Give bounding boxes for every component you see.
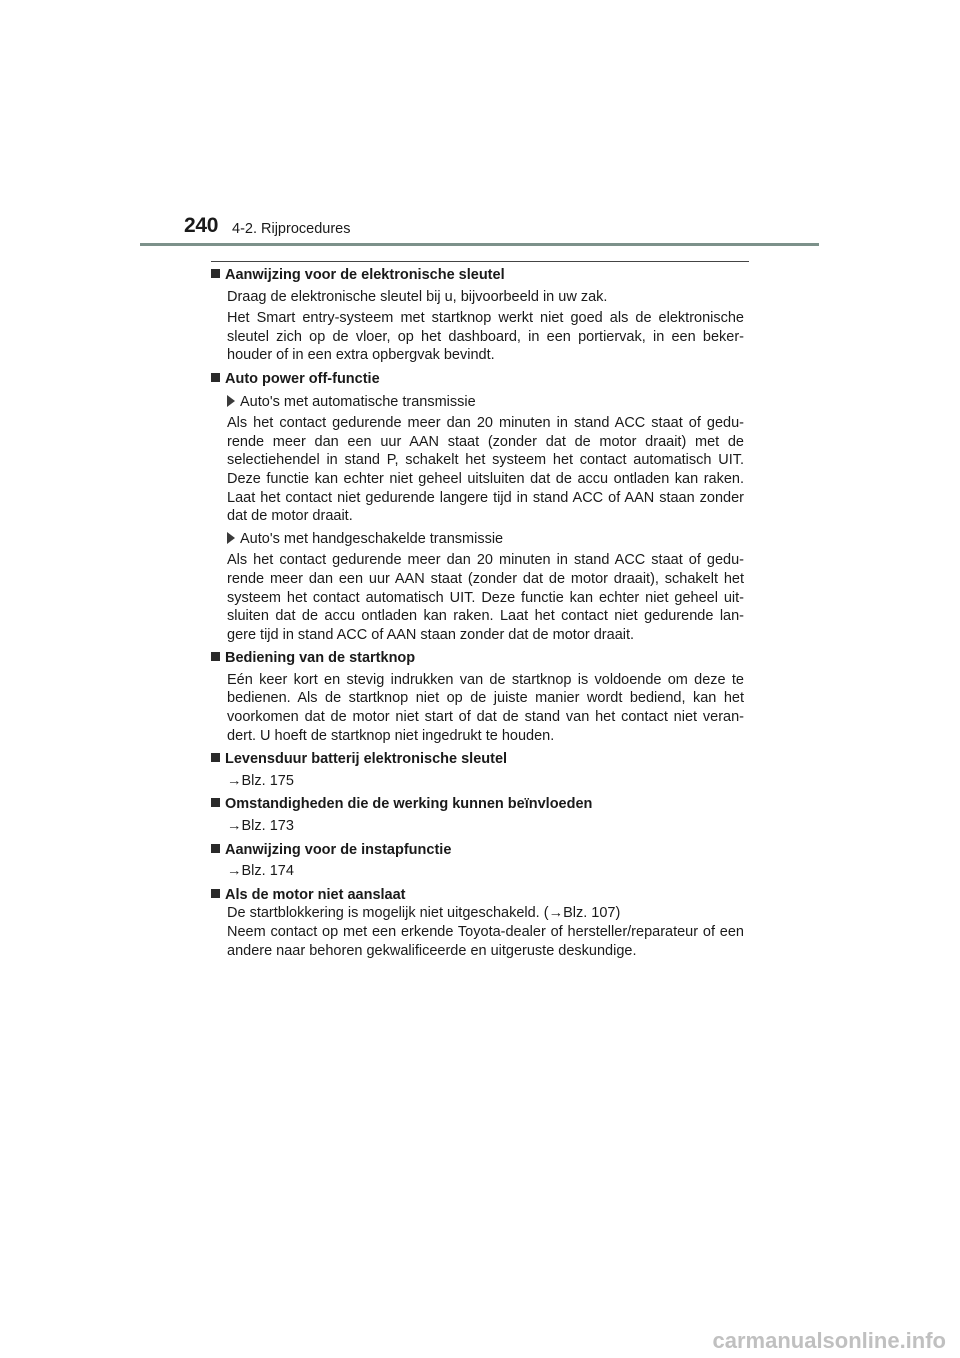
sub-heading: Auto's met handgeschakelde transmissie	[227, 530, 744, 549]
item-heading: Omstandigheden die de werking kunnen beïnvloeden	[211, 795, 744, 814]
square-bullet-icon	[211, 753, 220, 762]
square-bullet-icon	[211, 269, 220, 278]
item-heading: Als de motor niet aanslaat	[211, 886, 744, 905]
square-bullet-icon	[211, 844, 220, 853]
square-bullet-icon	[211, 889, 220, 898]
item-heading: Levensduur batterij elektronische sleutel	[211, 750, 744, 769]
page-number: 240	[184, 214, 219, 237]
page-reference[interactable]: →Blz. 174	[227, 863, 294, 880]
paragraph: Als het contact gedurende meer dan 20 minuten in stand ACC staat of gedu-rende meer dan een uur AAN staat (zonder dat de motor draait) met de selectiehendel in stand P, schakelt het systeem het contact automatisch UIT. Deze functie kan echter niet geheel uitsluiten dat de accu ontladen kan raken. Laat het contact niet gedurende langere tijd in stand ACC of AAN staan zonder dat de motor draait.	[227, 415, 744, 525]
triangle-bullet-icon	[227, 395, 235, 407]
paragraph: Eén keer kort en stevig indrukken van de startknop is voldoende om deze te bedienen. Als de startknop niet op de juiste manier wordt bediend, kan het voorkomen dat de motor niet start of dat de stand van het contact niet veran-dert. U hoeft de startknop niet ingedrukt te houden.	[227, 671, 744, 744]
item-heading: Auto power off-functie	[211, 370, 744, 389]
item-heading: Bediening van de startknop	[211, 649, 744, 668]
content	[211, 266, 744, 960]
square-bullet-icon	[211, 798, 220, 807]
paragraph: Draag de elektronische sleutel bij u, bijvoorbeeld in uw zak.	[227, 288, 608, 305]
square-bullet-icon	[211, 652, 220, 661]
square-bullet-icon	[211, 373, 220, 382]
section-title: 4-2. Rijprocedures	[232, 221, 351, 237]
item-heading: Aanwijzing voor de instapfunctie	[211, 841, 744, 860]
item-heading: Aanwijzing voor de elektronische sleutel	[211, 266, 744, 285]
sub-heading: Auto's met automatische transmissie	[227, 393, 744, 412]
triangle-bullet-icon	[227, 532, 235, 544]
page-reference[interactable]: →Blz. 175	[227, 772, 294, 789]
page-reference[interactable]: →Blz. 173	[227, 818, 294, 835]
paragraph: Neem contact op met een erkende Toyota-dealer of hersteller/reparateur of een andere naar behoren gekwalificeerde en uitgeruste deskundige.	[227, 924, 744, 959]
paragraph: Het Smart entry-systeem met startknop werkt niet goed als de elektronische sleutel zich op de vloer, op het dashboard, in een portiervak, in een beker-houder of in een extra opbergvak bevindt.	[227, 310, 744, 364]
paragraph: Als het contact gedurende meer dan 20 minuten in stand ACC staat of gedu-rende meer dan een uur AAN staat (zonder dat de motor draait), schakelt het systeem het contact automatisch UIT. Deze functie kan echter niet geheel uit-sluiten dat de accu ontladen kan raken. Laat het contact niet gedurende lan-gere tijd in stand ACC of AAN staan zonder dat de motor draait.	[227, 552, 744, 643]
content-rule	[211, 261, 749, 262]
paragraph: De startblokkering is mogelijk niet uitgeschakeld. (→Blz. 107)	[227, 905, 621, 922]
watermark: carmanualsonline.info	[712, 1328, 946, 1353]
header-rule	[140, 243, 819, 246]
